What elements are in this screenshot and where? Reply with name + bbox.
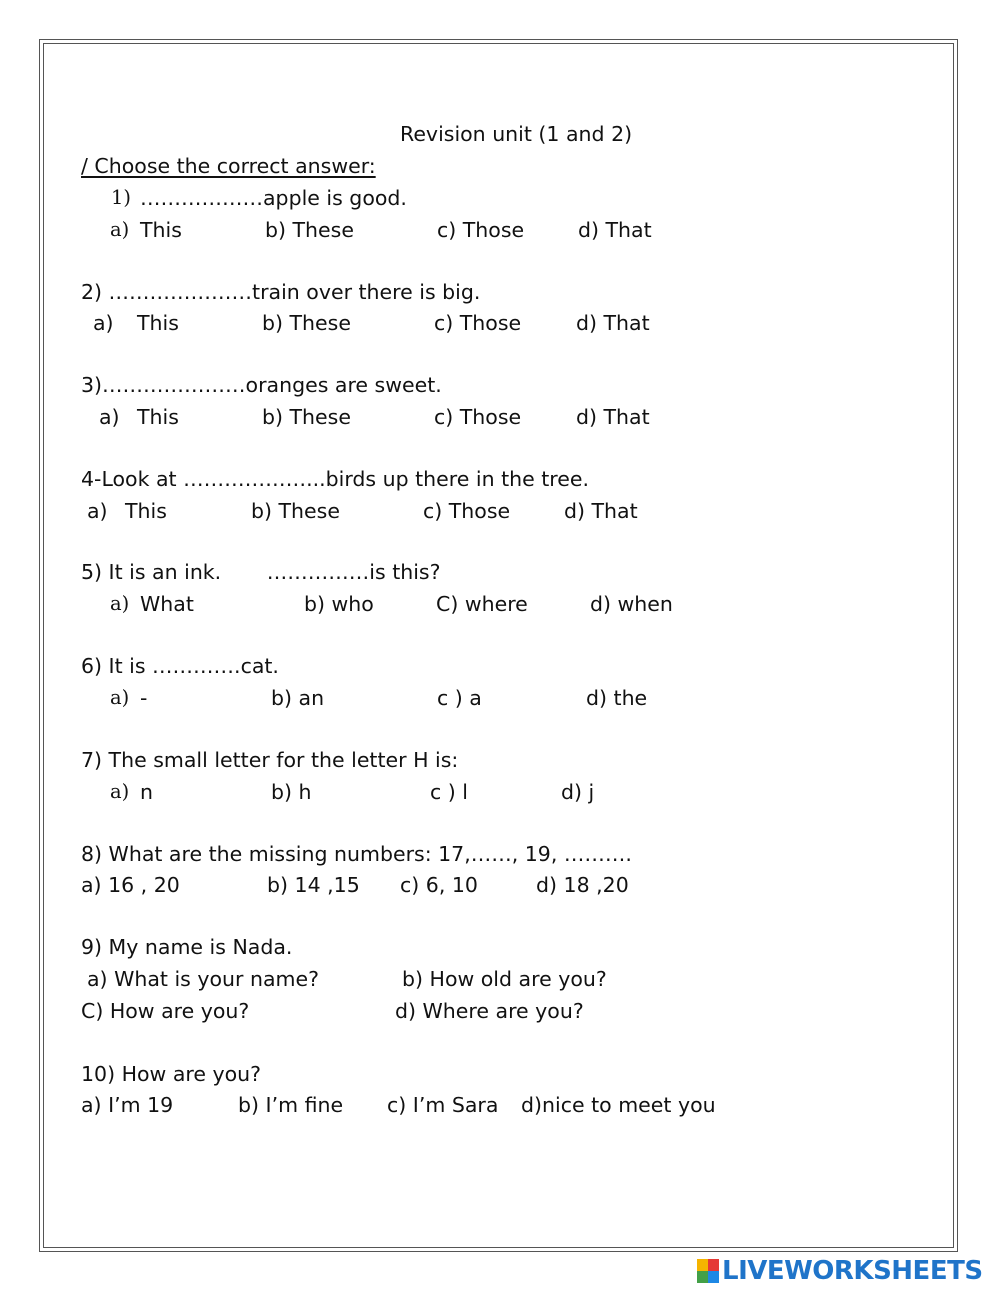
question-6-option-d[interactable]: d) the [586, 686, 648, 710]
question-1-option-a[interactable]: This [140, 218, 182, 242]
question-5-option-a-letter[interactable]: a) [110, 592, 130, 615]
question-10-text: 10) How are you? [81, 1062, 262, 1086]
question-5-option-b[interactable]: b) who [304, 592, 374, 616]
question-2-option-d[interactable]: d) That [576, 311, 650, 335]
question-1-option-a-letter[interactable]: a) [110, 218, 130, 241]
question-7-option-c[interactable]: c ) l [430, 780, 468, 804]
question-9-option-d[interactable]: d) Where are you? [395, 999, 584, 1023]
question-3-text: 3)…………………oranges are sweet. [81, 373, 442, 397]
question-7-option-d[interactable]: d) j [561, 780, 595, 804]
question-1-option-d[interactable]: d) That [578, 218, 652, 242]
question-3-option-c[interactable]: c) Those [434, 405, 522, 429]
question-8-option-b[interactable]: b) 14 ,15 [267, 873, 360, 897]
liveworksheets-logo [697, 1256, 983, 1286]
liveworksheets-logo-text: LIVEWORKSHEETS [722, 1256, 983, 1286]
question-2-option-b[interactable]: b) These [262, 311, 351, 335]
question-6-text: 6) It is ………….cat. [81, 654, 279, 678]
question-1-option-c[interactable]: c) Those [437, 218, 525, 242]
question-10-option-a[interactable]: a) I’m 19 [81, 1093, 174, 1117]
question-1-number: 1) [111, 186, 132, 209]
question-10-option-c[interactable]: c) I’m Sara [387, 1093, 499, 1117]
question-5-text: 5) It is an ink. ……………is this? [81, 560, 441, 584]
question-3-option-a[interactable]: This [137, 405, 179, 429]
logo-icon-square-1 [697, 1259, 708, 1271]
question-2-option-a-letter[interactable]: a) [93, 311, 114, 335]
question-10-option-d[interactable]: d)nice to meet you [521, 1093, 716, 1117]
question-1-text: ………………apple is good. [140, 186, 407, 210]
liveworksheets-logo-icon [697, 1259, 719, 1283]
question-5-option-c[interactable]: C) where [436, 592, 528, 616]
question-3-option-a-letter[interactable]: a) [99, 405, 120, 429]
question-9-option-c[interactable]: C) How are you? [81, 999, 250, 1023]
worksheet-title: Revision unit (1 and 2) [400, 122, 633, 146]
question-8-option-c[interactable]: c) 6, 10 [400, 873, 478, 897]
question-5-option-a[interactable]: What [140, 592, 194, 616]
question-4-option-a-letter[interactable]: a) [87, 499, 108, 523]
question-2-option-a[interactable]: This [137, 311, 179, 335]
question-7-text: 7) The small letter for the letter H is: [81, 748, 459, 772]
question-2-text: 2) …………………train over there is big. [81, 280, 481, 304]
question-3-option-d[interactable]: d) That [576, 405, 650, 429]
question-3-option-b[interactable]: b) These [262, 405, 351, 429]
question-4-option-d[interactable]: d) That [564, 499, 638, 523]
question-6-option-a-letter[interactable]: a) [110, 686, 130, 709]
question-4-option-a[interactable]: This [125, 499, 167, 523]
question-4-text: 4-Look at ………………...birds up there in the tree. [81, 467, 590, 491]
question-10-option-b[interactable]: b) I’m fine [238, 1093, 344, 1117]
question-7-option-b[interactable]: b) h [271, 780, 312, 804]
question-8-option-a[interactable]: a) 16 , 20 [81, 873, 180, 897]
question-9-option-b[interactable]: b) How old are you? [402, 967, 607, 991]
question-8-text: 8) What are the missing numbers: 17,……, 19, ………. [81, 842, 632, 866]
instruction: / Choose the correct answer: [81, 154, 376, 178]
question-7-option-a[interactable]: n [140, 780, 153, 804]
question-6-option-c[interactable]: c ) a [437, 686, 482, 710]
logo-icon-square-4 [708, 1271, 719, 1283]
question-5-option-d[interactable]: d) when [590, 592, 673, 616]
question-2-option-c[interactable]: c) Those [434, 311, 522, 335]
question-6-option-a[interactable]: - [140, 686, 148, 710]
question-7-option-a-letter[interactable]: a) [110, 780, 130, 803]
question-8-option-d[interactable]: d) 18 ,20 [536, 873, 629, 897]
question-1-option-b[interactable]: b) These [265, 218, 354, 242]
logo-icon-square-2 [708, 1259, 719, 1271]
question-9-text: 9) My name is Nada. [81, 935, 293, 959]
logo-icon-square-3 [697, 1271, 708, 1283]
question-4-option-c[interactable]: c) Those [423, 499, 511, 523]
question-9-option-a[interactable]: a) What is your name? [87, 967, 319, 991]
question-4-option-b[interactable]: b) These [251, 499, 340, 523]
question-6-option-b[interactable]: b) an [271, 686, 325, 710]
